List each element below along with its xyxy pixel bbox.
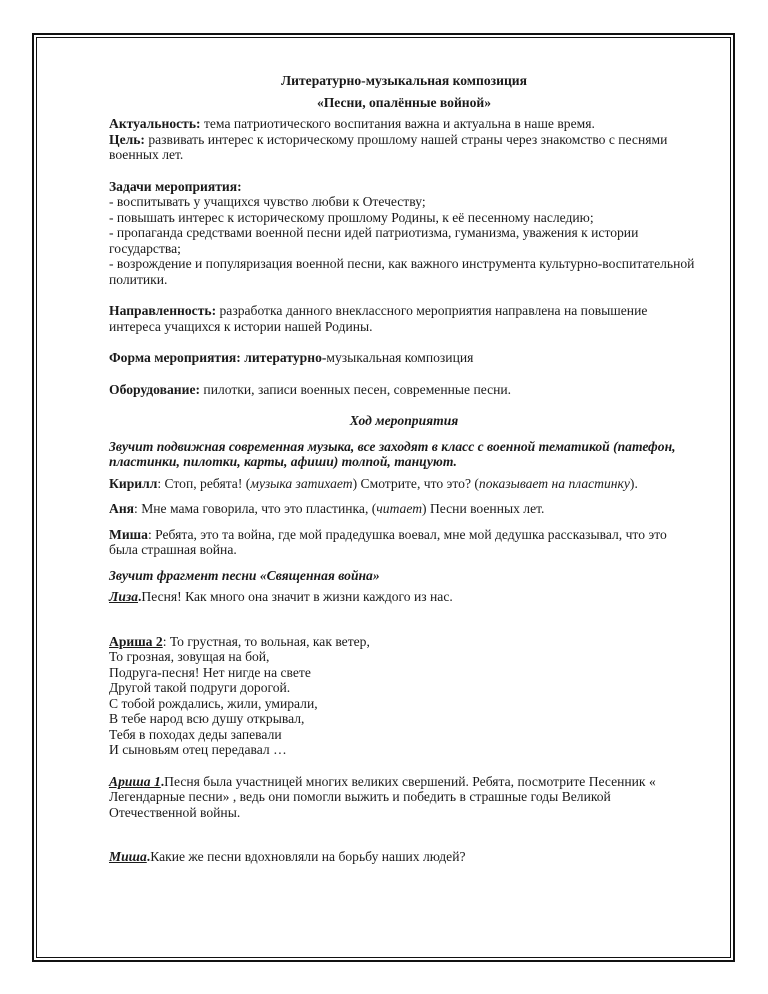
actuality-paragraph [109,116,699,132]
form-text: музыкальная композиция [326,350,474,365]
speech-remark: музыка затихает [250,475,353,491]
equipment-label: Оборудование: [109,381,201,397]
poem-line: И сыновьям отец передавал … [109,742,287,757]
direction-paragraph [109,303,699,334]
actuality-text: тема патриотического воспитания важна и актуальна в наше время. [200,116,595,131]
speaker-name: Миша [109,526,148,542]
stage-direction: Звучит фрагмент песни «Священная война» [109,567,380,583]
task-item: - возрождение и популяризация военной песни, как важного инструмента культурно-воспитательной политики. [109,256,695,287]
form-label: Форма мероприятия: литературно- [109,350,327,365]
speaker-name: Кирилл [109,475,158,491]
direction-label: Направленность: [109,303,217,318]
line-kirill [109,476,699,492]
speech-remark: читает [376,501,423,516]
line-liza [109,589,699,605]
tasks-heading: Задачи мероприятия: [109,178,242,194]
speech-text: : Стоп, ребята! ( [157,475,251,491]
poem-line: В тебе народ всю душу открывал, [109,711,305,726]
form-paragraph [109,350,699,366]
speech-text: Какие же песни вдохновляли на борьбу наших людей? [150,849,466,864]
equipment-text: пилотки, записи военных песен, современные песни. [200,381,512,397]
speech-text: Песня была участницей многих великих свершений. Ребята, посмотрите Песенник « Легендарные песни» , ведь они помогли выжить и победить в страшные годы Великой Отечественной войны. [109,773,656,820]
speaker-name: Ариша 1 [109,773,161,789]
speech-text: : Мне мама говорила, что это пластинка, ( [134,501,377,516]
goal-label: Цель: [109,131,145,147]
speaker-dot: . [138,589,142,604]
speaker-name: Миша [109,849,147,864]
poem-line: С тобой рождались, жили, умирали, [109,695,318,711]
doc-title-line2: «Песни, опалённые войной» [316,94,492,110]
poem-line: Другой такой подруги дорогой. [109,680,291,695]
direction-text: разработка данного внеклассного мероприятия направлена на повышение интереса учащихся к истории нашей Родины. [109,303,648,334]
poem-line: Подруга-песня! Нет нигде на свете [109,664,311,680]
speech-text: ). [629,475,638,491]
actuality-label: Актуальность: [109,116,201,131]
speech-text: Песня! Как много она значит в жизни каждого из нас. [141,589,453,604]
line-arisha1 [109,774,699,821]
goal-paragraph [109,132,699,163]
speech-text: ) Смотрите, что это? ( [352,475,479,491]
line-misha-2 [109,849,699,865]
speaker-dot: . [146,849,151,864]
speaker-name: Ариша 2 [109,633,163,649]
task-item: - повышать интерес к историческому прошлому Родины, к её песенному наследию; [109,209,594,225]
line-anya [109,501,699,517]
course-heading: Ход мероприятия [349,413,459,428]
equipment-paragraph [109,382,699,398]
poem-line: То грозная, зовущая на бой, [109,649,270,664]
speech-text: ) Песни военных лет. [422,501,545,516]
goal-text: развивать интерес к историческому прошлому нашей страны через знакомство с песнями военных лет. [109,131,668,162]
doc-title-line1: Литературно-музыкальная композиция [281,73,527,88]
document-body [109,73,699,865]
poem-arisha2 [109,634,699,758]
speaker-name: Аня [109,501,135,516]
poem-line: Тебя в походах деды запевали [109,726,282,742]
speech-remark: показывает на пластинку [478,475,630,491]
line-misha [109,527,699,558]
speaker-dot: . [160,773,165,789]
poem-line [109,634,699,650]
speaker-name: Лиза [109,589,138,604]
poem-text: : То грустная, то вольная, как ветер, [162,633,370,649]
stage-direction: Звучит подвижная современная музыка, все заходят в класс с военной тематикой (патефон, пластинки, пилотки, карты, афиши) толпой, танцуют. [109,438,676,469]
task-item: - пропаганда средствами военной песни идей патриотизма, гуманизма, уважения к истории государства; [109,225,639,256]
task-item: - воспитывать у учащихся чувство любви к Отечеству; [109,194,426,209]
speech-text: : Ребята, это та война, где мой прадедушка воевал, мне мой дедушка рассказывал, что это была страшная война. [109,526,667,557]
